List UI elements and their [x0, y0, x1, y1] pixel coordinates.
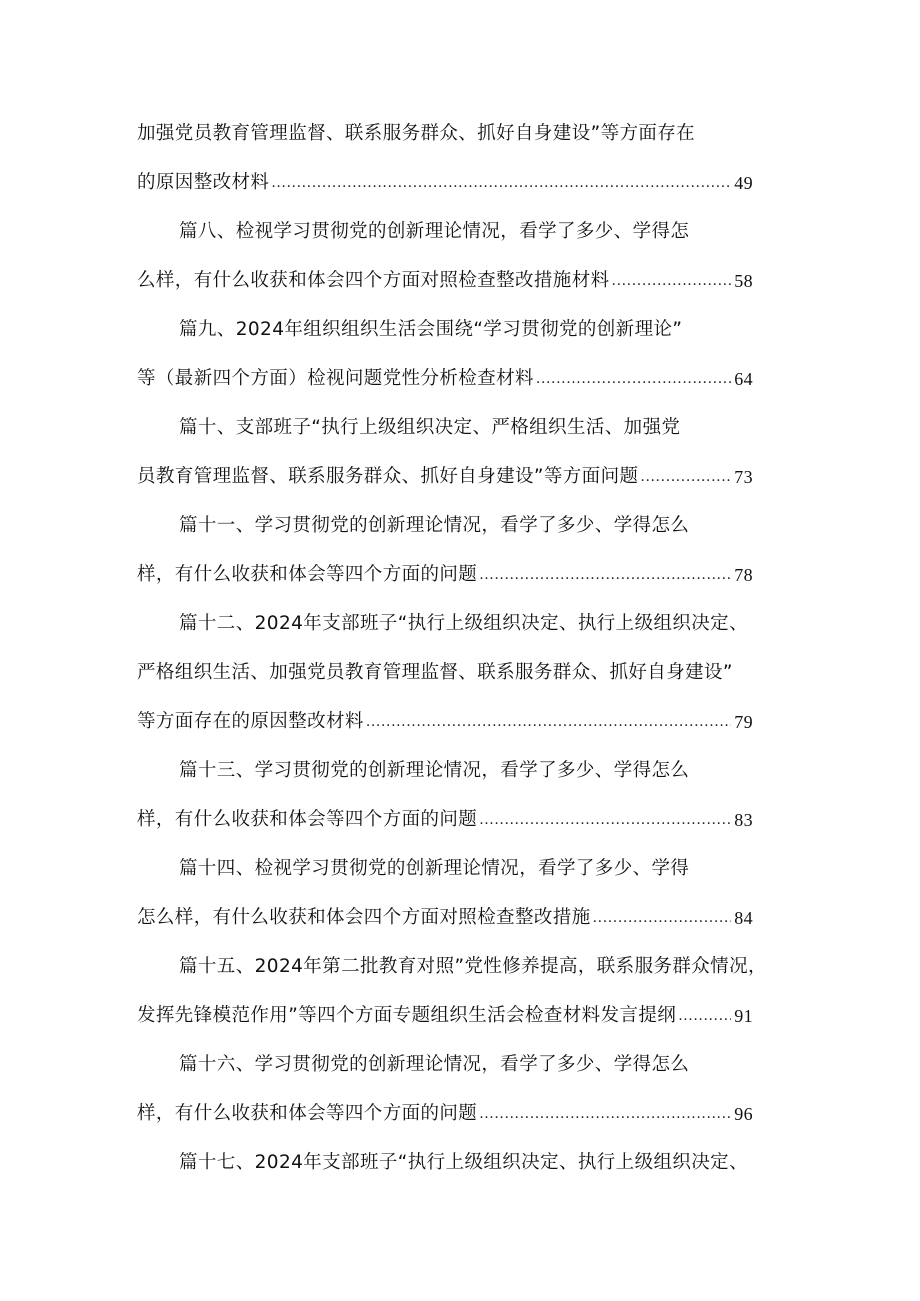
- toc-entry-84[interactable]: [137, 898, 753, 947]
- leader-dots: [366, 702, 731, 742]
- toc-entry-73[interactable]: [137, 457, 753, 506]
- leader-dots: [593, 898, 731, 938]
- page-number: 91: [734, 1006, 753, 1026]
- toc-entry-text: 样，有什么收获和体会等四个方面的问题: [137, 564, 478, 585]
- toc-entry-title: 篇十三、学习贯彻党的创新理论情况，看学了多少、学得怎么: [179, 760, 690, 781]
- toc-entry-text: 怎么样，有什么收获和体会四个方面对照检查整改措施: [137, 907, 591, 928]
- page-number: 49: [734, 173, 753, 193]
- toc-line: [137, 751, 797, 800]
- toc-line: [137, 408, 797, 457]
- toc-entry-title: 篇十、支部班子“执行上级组织决定、严格组织生活、加强党: [179, 417, 681, 438]
- page-number: 64: [734, 369, 753, 389]
- toc-line: [137, 114, 797, 163]
- toc-entry-79[interactable]: [137, 702, 753, 751]
- page-number: 78: [734, 565, 753, 585]
- toc-entry-title: 篇十六、学习贯彻党的创新理论情况，看学了多少、学得怎么: [179, 1054, 690, 1075]
- toc-entry-text: 等（最新四个方面）检视问题党性分析检查材料: [137, 368, 534, 389]
- toc-entry-58[interactable]: [137, 261, 753, 310]
- toc-entry-49[interactable]: [137, 163, 753, 212]
- page-number: 84: [734, 908, 753, 928]
- toc-line: [137, 653, 797, 702]
- page-number: 79: [734, 712, 753, 732]
- toc-entry-78[interactable]: [137, 555, 753, 604]
- toc-line: [137, 604, 797, 653]
- leader-dots: [678, 996, 731, 1036]
- table-of-contents: [137, 114, 797, 1192]
- toc-line: [137, 1045, 797, 1094]
- toc-entry-text: 加强党员教育管理监督、联系服务群众、抓好自身建设”等方面存在: [137, 123, 696, 144]
- leader-dots: [612, 261, 731, 301]
- toc-entry-text: 发挥先锋模范作用”等四个方面专题组织生活会检查材料发言提纲: [137, 1005, 677, 1026]
- toc-entry-title: 篇九、2024年组织组织生活会围绕“学习贯彻党的创新理论”: [179, 319, 683, 340]
- toc-entry-64[interactable]: [137, 359, 753, 408]
- toc-entry-title: 篇十四、检视学习贯彻党的创新理论情况，看学了多少、学得: [179, 858, 690, 879]
- toc-line: [137, 310, 797, 359]
- leader-dots: [479, 1094, 731, 1134]
- leader-dots: [479, 555, 731, 595]
- toc-entry-96[interactable]: [137, 1094, 753, 1143]
- page-number: 58: [734, 271, 753, 291]
- toc-entry-title: 篇八、检视学习贯彻党的创新理论情况，看学了多少、学得怎: [179, 221, 690, 242]
- toc-entry-text: 的原因整改材料: [137, 172, 270, 193]
- page-number: 96: [734, 1104, 753, 1124]
- toc-entry-83[interactable]: [137, 800, 753, 849]
- toc-entry-text: 么样，有什么收获和体会四个方面对照检查整改措施材料: [137, 270, 610, 291]
- toc-entry-text: 样，有什么收获和体会等四个方面的问题: [137, 809, 478, 830]
- page-number: 83: [734, 810, 753, 830]
- toc-line: [137, 947, 797, 996]
- toc-entry-title: 篇十七、2024年支部班子“执行上级组织决定、执行上级组织决定、: [179, 1152, 748, 1173]
- toc-line: [137, 212, 797, 261]
- leader-dots: [640, 457, 731, 497]
- toc-entry-title: 篇十二、2024年支部班子“执行上级组织决定、执行上级组织决定、: [179, 613, 748, 634]
- leader-dots: [271, 163, 731, 203]
- leader-dots: [479, 800, 731, 840]
- toc-line: [137, 849, 797, 898]
- toc-entry-91[interactable]: [137, 996, 753, 1045]
- toc-line: [137, 1143, 797, 1192]
- toc-entry-text: 等方面存在的原因整改材料: [137, 711, 364, 732]
- leader-dots: [536, 359, 731, 399]
- page-number: 73: [734, 467, 753, 487]
- toc-entry-title: 篇十一、学习贯彻党的创新理论情况，看学了多少、学得怎么: [179, 515, 690, 536]
- toc-entry-text: 员教育管理监督、联系服务群众、抓好自身建设”等方面问题: [137, 466, 639, 487]
- toc-entry-title: 篇十五、2024年第二批教育对照”党性修养提高，联系服务群众情况，: [179, 956, 767, 977]
- toc-entry-text: 严格组织生活、加强党员教育管理监督、联系服务群众、抓好自身建设”: [137, 662, 733, 683]
- toc-entry-text: 样，有什么收获和体会等四个方面的问题: [137, 1103, 478, 1124]
- toc-line: [137, 506, 797, 555]
